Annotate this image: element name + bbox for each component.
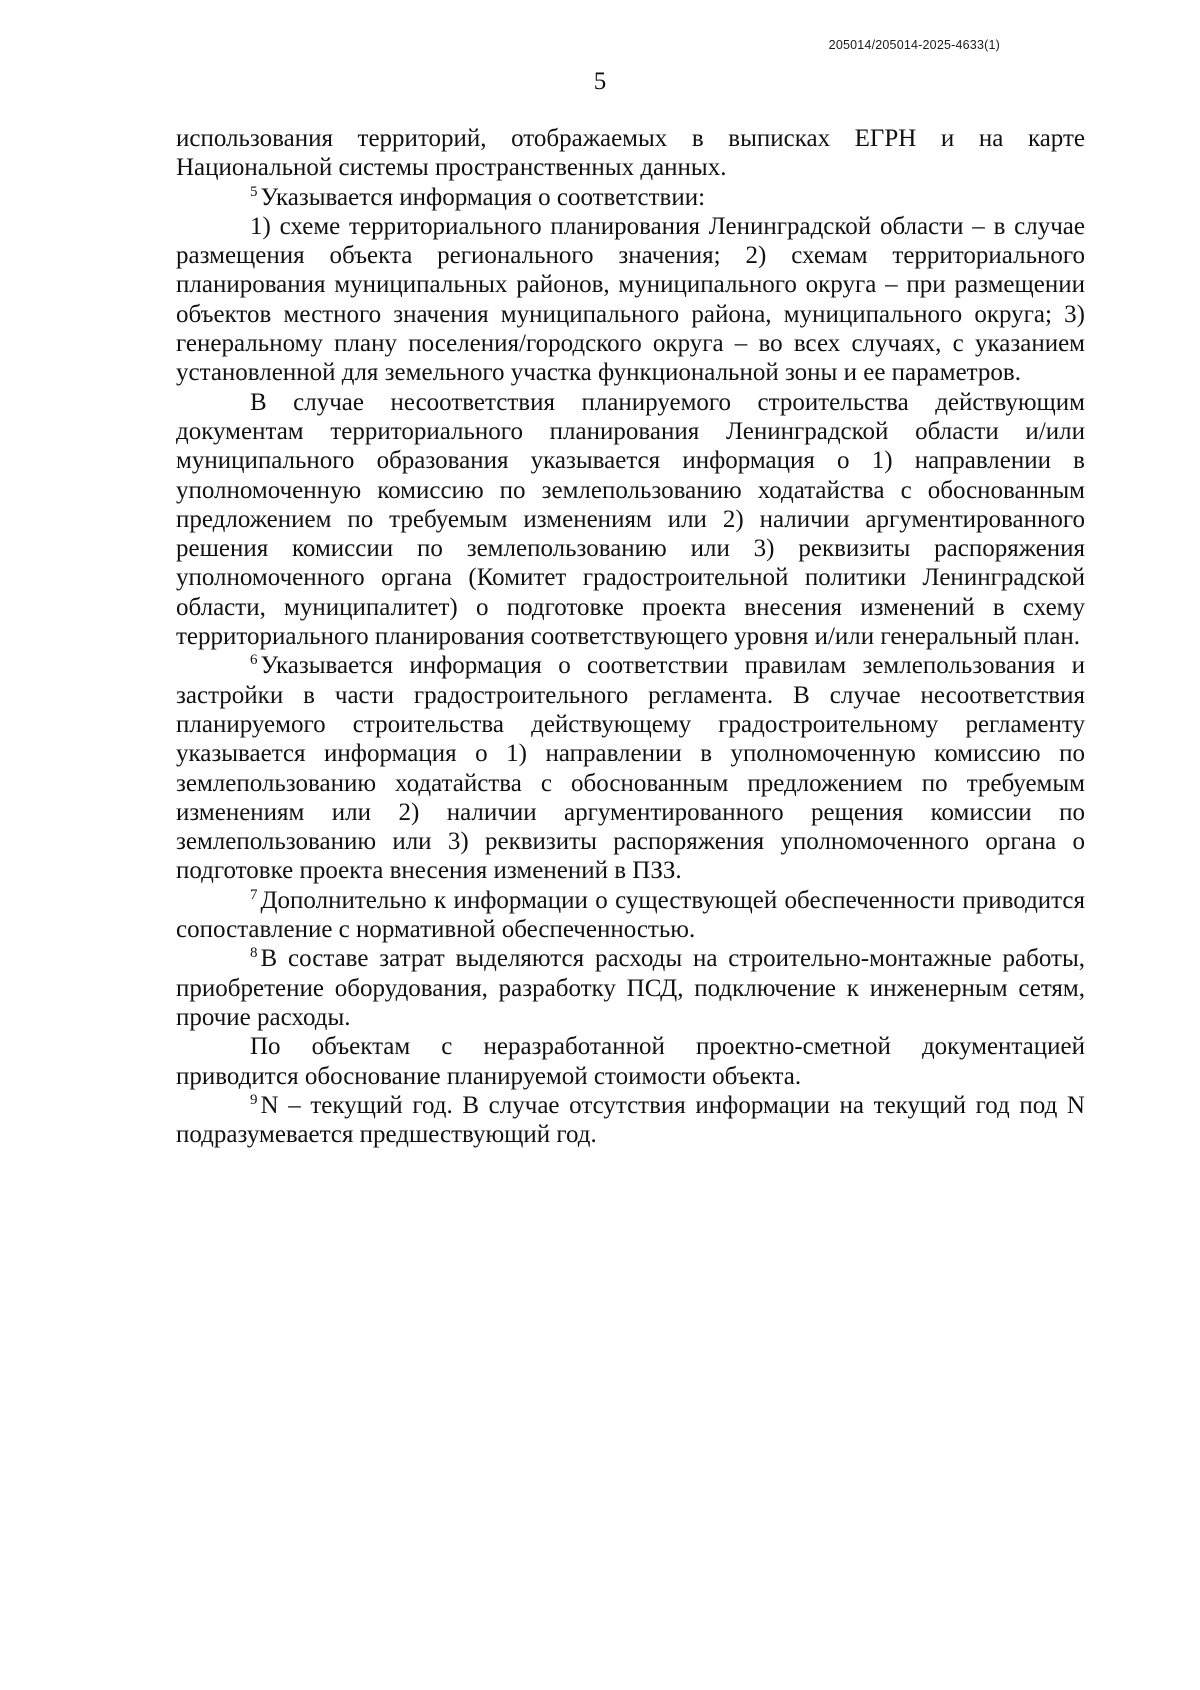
paragraph-text: Указывается информация о соответствии правилам землепользования и застройки в части градостроительного регламента. В случае несоответствия планируемого строительства действующему градостроительному регламенту указывается информация о 1) направлении в уполномоченную комиссию по землепользованию ходатайства с обоснованным предложением по требуемым изменениям или 2) наличии аргументированного рещения комиссии по землепользованию или 3) реквизиты распоряжения уполномоченного органа о подготовке проекта внесения изменений в ПЗЗ. [176, 652, 1085, 885]
paragraph-text: 1) схеме территориального планирования Ленинградской области – в случае размещения объекта регионального значения; 2) схемам территориального планирования муниципальных районов, муниципального округа – при размещении объектов местного значения муниципального района, муниципального округа; 3) генеральному плану поселения/городского округа – во всех случаях, с указанием установленной для земельного участка функциональной зоны и ее параметров. [176, 212, 1085, 387]
footnote-5-intro [176, 183, 1085, 212]
footnote-9 [176, 1091, 1085, 1150]
paragraph-text: В составе затрат выделяются расходы на строительно-монтажные работы, приобретение оборудования, разработку ПСД, подключение к инженерным сетям, прочие расходы. [176, 945, 1085, 1031]
document-registration-number: 205014/205014-2025-4633(1) [828, 38, 1000, 52]
page-number: 5 [593, 68, 607, 95]
paragraph-text: В случае несоответствия планируемого строительства действующим документам территориального планирования Ленинградской области и/или муниципального образования указывается информация о 1) направлении в уполномоченную комиссию по землепользованию ходатайства с обоснованным предложением по требуемым изменениям или 2) наличии аргументированного решения комиссии по землепользованию или 3) реквизиты распоряжения уполномоченного органа (Комитет градостроительной политики Ленинградской области, муниципалитет) о подготовке проекта внесения изменений в схему территориального планирования соответствующего уровня и/или генеральный план. [176, 388, 1085, 651]
footnote-8 [176, 944, 1085, 1032]
paragraph-text: N – текущий год. В случае отсутствия информации на текущий год под N подразумевается предшествующий год. [176, 1091, 1085, 1149]
paragraph-text: Указывается информация о соответствии: [260, 183, 706, 211]
paragraph-text: использования территорий, отображаемых в выписках ЕГРН и на карте Национальной системы пространственных данных. [176, 125, 1085, 182]
footnote-marker: 5 [250, 183, 258, 200]
footnote-8-cost-note [176, 1032, 1085, 1091]
footnote-7 [176, 886, 1085, 945]
footnote-marker: 7 [250, 886, 258, 903]
footnote-5-list [176, 212, 1085, 388]
paragraph-text: Дополнительно к информации о существующей обеспеченности приводится сопоставление с нормативной обеспеченностью. [176, 886, 1085, 944]
footnote-marker: 9 [250, 1091, 258, 1108]
footnote-marker: 8 [250, 945, 258, 962]
paragraph-continuation [176, 124, 1085, 183]
paragraph-text: По объектам с неразработанной проектно-сметной документацией приводится обоснование планируемой стоимости объекта. [176, 1033, 1085, 1090]
footnote-marker: 6 [250, 652, 258, 669]
footnote-6 [176, 651, 1085, 885]
footnote-5-noncompliance [176, 388, 1085, 652]
document-body [176, 124, 1085, 1149]
